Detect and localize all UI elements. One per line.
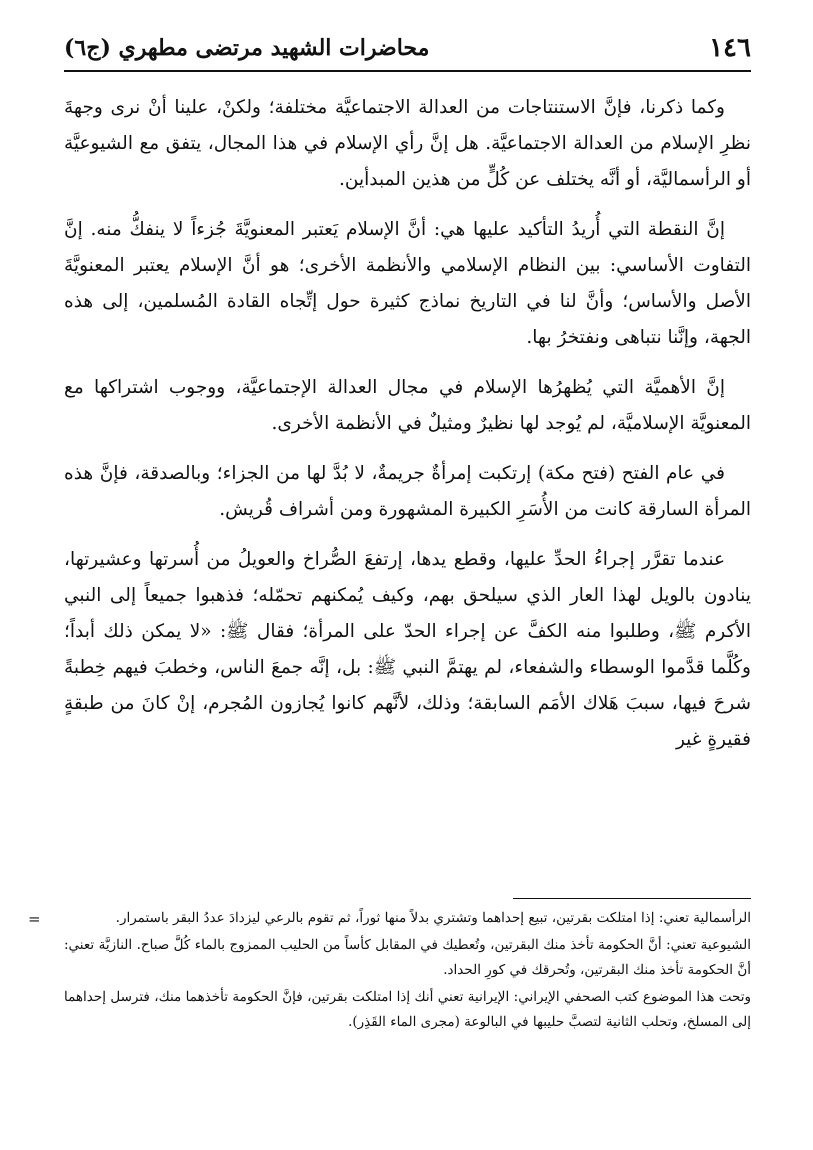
page-header: [64, 28, 751, 68]
paragraph-2: إنَّ النقطة التي أُريدُ التأكيد عليها هي: أنَّ الإسلام يَعتبر المعنويَّةَ جُزءاً لا ينفكُّ منه. إنَّ التفاوت الأساسي: بين النظام الإسلامي والأنظمة الأخرى؛ هو أنَّ الإسلام يعتبر المعنويَّةَ الأصل والأساس؛ وأنَّ لنا في التاريخ نماذج كثيرة حول إتِّجاه القادة المُسلمين، إلى هذه الجهة، وإنَّنا نتباهى ونفتخرُ بها.: [64, 219, 751, 348]
footnote-divider: [513, 898, 751, 899]
main-text: [64, 90, 751, 772]
footnote-3: وتحت هذا الموضوع كتب الصحفي الإيراني: الإيرانية تعني أنك إذا امتلكت بقرتين، فإنَّ الحكومة تأخذهما منك، فترسل إحداهما إلى المسلخ، وتحلب الثانية لتصبَّ حليبها في البالوعة (مجرى الماء القَذِر).: [64, 989, 751, 1030]
footnotes: [28, 906, 751, 1037]
header-divider: [64, 70, 751, 72]
footnote-1: الرأسمالية تعني: إذا امتلكت بقرتين، تبيع إحداهما وتشتري بدلاً منها ثوراً، ثم تقوم بالرعي ليزدادَ عددُ البقر باستمرار.: [115, 910, 751, 926]
running-title: محاضرات الشهيد مرتضى مطهري (ج٦): [64, 35, 430, 61]
paragraph-5: عندما تقرَّر إجراءُ الحدِّ عليها، وقطع يدها، إرتفعَ الصُّراخ والعويلُ من أُسرتها وعشيرتها، ينادون بالويل لهذا العار الذي سيلحق بهم، وكيف يُمكنهم تحمّله؛ فذهبوا جميعاً إلى النبي الأكرم ﷺ، وطلبوا منه الكفَّ عن إجراء الحدّ على المرأة؛ فقال ﷺ: «لا يمكن ذلك أبداً؛ وكُلَّما قدَّموا الوسطاء والشفعاء، لم يهتمَّ النبي ﷺ: بل، إنَّه جمعَ الناس، وخطبَ فيهم خِطبةً شرحَ فيها، سببَ هَلاك الأمَم السابقة؛ وذلك، لأنَّهم كانوا يُجازون المُجرم، إنْ كانَ من طبقةٍ فقيرةٍ غير: [64, 549, 751, 750]
paragraph-4: في عام الفتح (فتح مكة) إرتكبت إمرأةٌ جريمةٌ، لا بُدَّ لها من الجزاء؛ وبالصدقة، فإنَّ هذه المرأة السارقة كانت من الأُسَرِ الكبيرة المشهورة ومن أشراف قُريش.: [64, 463, 751, 520]
footnote-2: الشيوعية تعني: أنَّ الحكومة تأخذ منك البقرتين، وتُعطيك في المقابل كأساً من الحليب الممزوج بالماء كُلَّ صباح. النازيَّة تعني: أنَّ الحكومة تأخذ منك البقرتين، وتُحرقك في كورِ الحداد.: [64, 937, 751, 978]
paragraph-3: إنَّ الأهميَّة التي يُظهرُها الإسلام في مجال العدالة الإجتماعيَّة، ووجوب اشتراكها مع المعنويَّة الإسلاميَّة، لم يُوجد لها نظيرٌ ومثيلٌ في الأنظمة الأخرى.: [64, 377, 751, 434]
footnote-continuation-marker: =: [28, 910, 41, 928]
paragraph-1: وكما ذكرنا، فإنَّ الاستنتاجات من العدالة الاجتماعيَّة مختلفة؛ ولكنْ، علينا أنْ نرى وجهةَ نظرِ الإسلام من العدالة الاجتماعيَّة. هل إنَّ رأي الإسلام في هذا المجال، يتفق مع الشيوعيَّة أو الرأسماليَّة، أو أنَّه يختلف عن كُلٍّ من هذين المبدأين.: [64, 97, 751, 190]
page-number: ١٤٦: [709, 33, 751, 63]
